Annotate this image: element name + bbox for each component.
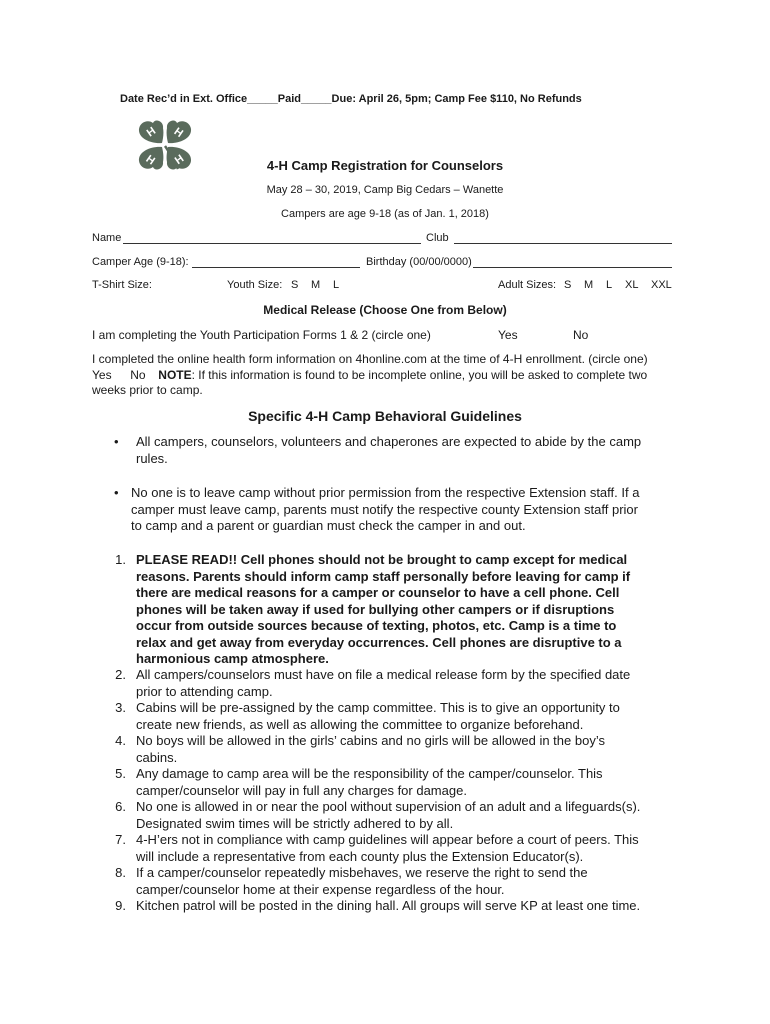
list-number: 7. [115, 832, 126, 847]
note-text: : If this information is found to be incomplete online, you will be asked to complete two [191, 367, 648, 382]
medical-release-heading: Medical Release (Choose One from Below) [263, 303, 507, 317]
guideline-item-5: Any damage to camp area will be the responsibility of the camper/counselor. This camper/counselor will pay in full any charges for damage. [136, 766, 603, 798]
youth-size-m[interactable]: M [311, 279, 321, 291]
youth-forms-no[interactable]: No [573, 328, 589, 342]
name-field[interactable] [123, 243, 421, 244]
adult-size-s[interactable]: S [564, 279, 572, 291]
tshirt-size-label: T-Shirt Size: [92, 279, 152, 291]
youth-size-s[interactable]: S [291, 279, 299, 291]
name-label: Name [92, 232, 122, 244]
list-number: 5. [115, 766, 126, 781]
online-health-no[interactable]: No [130, 367, 146, 382]
svg-text:H: H [172, 152, 187, 168]
svg-text:H: H [143, 153, 157, 168]
list-number: 4. [115, 733, 126, 748]
guidelines-heading: Specific 4-H Camp Behavioral Guidelines [248, 408, 522, 424]
guideline-item-3: Cabins will be pre-assigned by the camp committee. This is to give an opportunity to create new friends, as well as allowing the committee to organize beforehand. [136, 700, 620, 732]
camper-ages: Campers are age 9-18 (as of Jan. 1, 2018) [281, 208, 489, 220]
adult-size-xxl[interactable]: XXL [651, 279, 672, 291]
note-label: NOTE [158, 367, 192, 382]
note-text-continued: weeks prior to camp. [92, 383, 203, 397]
svg-text:H: H [171, 125, 186, 141]
club-label: Club [426, 232, 449, 244]
guideline-item-6: No one is allowed in or near the pool without supervision of an adult and a lifeguards(s). Designated swim times will be strictly adhered to by all. [136, 799, 641, 831]
guideline-item-7: 4-H’ers not in compliance with camp guidelines will appear before a court of peers. This will include a representative from each county plus the Extension Educator(s). [136, 832, 639, 864]
youth-size-l[interactable]: L [333, 279, 340, 291]
birthday-field[interactable] [473, 267, 672, 268]
camp-dates: May 28 – 30, 2019, Camp Big Cedars – Wanette [266, 184, 504, 196]
adult-size-label: Adult Sizes: [498, 279, 557, 291]
adult-size-xl[interactable]: XL [625, 279, 639, 291]
guideline-item-4: No boys will be allowed in the girls’ cabins and no girls will be allowed in the boy’s cabins. [136, 733, 605, 765]
online-health-form-text: I completed the online health form information on 4honline.com at the time of 4-H enrollment. (circle one) [92, 352, 648, 366]
guideline-item-1: PLEASE READ!! Cell phones should not be brought to camp except for medical reasons. Parents should inform camp staff personally before leaving for camp if there are medical reasons for a camper or counselor to have a cell phone. Cell phones will be taken away if used for bullying other campers or if disruptions occur from outside sources because of texting, photos, etc. Camp is a time to relax and get away from everyday occurrences. Cell phones are disruptive to a harmonious camp atmosphere. [136, 552, 631, 666]
youth-forms-option: I am completing the Youth Participation Forms 1 & 2 (circle one) [92, 328, 431, 342]
bullet-icon: • [114, 434, 119, 449]
list-number: 1. [115, 552, 126, 567]
club-field[interactable] [454, 243, 672, 244]
form-title: 4-H Camp Registration for Counselors [266, 158, 504, 173]
camper-age-field[interactable] [192, 267, 360, 268]
bullet-icon: • [114, 485, 119, 500]
svg-text:H: H [144, 125, 159, 140]
guideline-bullet-1: All campers, counselors, volunteers and chaperones are expected to abide by the camp rules. [136, 434, 642, 466]
list-number: 3. [115, 700, 126, 715]
list-number: 8. [115, 865, 126, 880]
list-number: 2. [115, 667, 126, 682]
online-health-yes[interactable]: Yes [92, 367, 112, 382]
camper-age-label: Camper Age (9-18): [92, 256, 189, 268]
youth-forms-yes[interactable]: Yes [498, 328, 518, 342]
online-health-form-option [92, 352, 648, 399]
birthday-label: Birthday (00/00/0000) [366, 256, 472, 268]
list-number: 9. [115, 898, 126, 913]
guideline-item-9: Kitchen patrol will be posted in the dining hall. All groups will serve KP at least one time. [136, 898, 641, 913]
guideline-bullet-2: No one is to leave camp without prior permission from the respective Extension staff. If a camper must leave camp, parents must notify the respective county Extension staff prior to camp and a parent or guardian must check the camper in and out. [131, 485, 640, 533]
adult-size-m[interactable]: M [584, 279, 594, 291]
adult-size-l[interactable]: L [606, 279, 613, 291]
list-number: 6. [115, 799, 126, 814]
guideline-item-8: If a camper/counselor repeatedly misbehaves, we reserve the right to send the camper/counselor home at their expense regardless of the hour. [136, 865, 588, 897]
guideline-item-2: All campers/counselors must have on file a medical release form by the specified date prior to attending camp. [136, 667, 631, 699]
youth-size-label: Youth Size: [227, 279, 283, 291]
office-use-line: Date Rec’d in Ext. Office_____Paid_____Due: April 26, 5pm; Camp Fee $110, No Refunds [120, 93, 582, 105]
